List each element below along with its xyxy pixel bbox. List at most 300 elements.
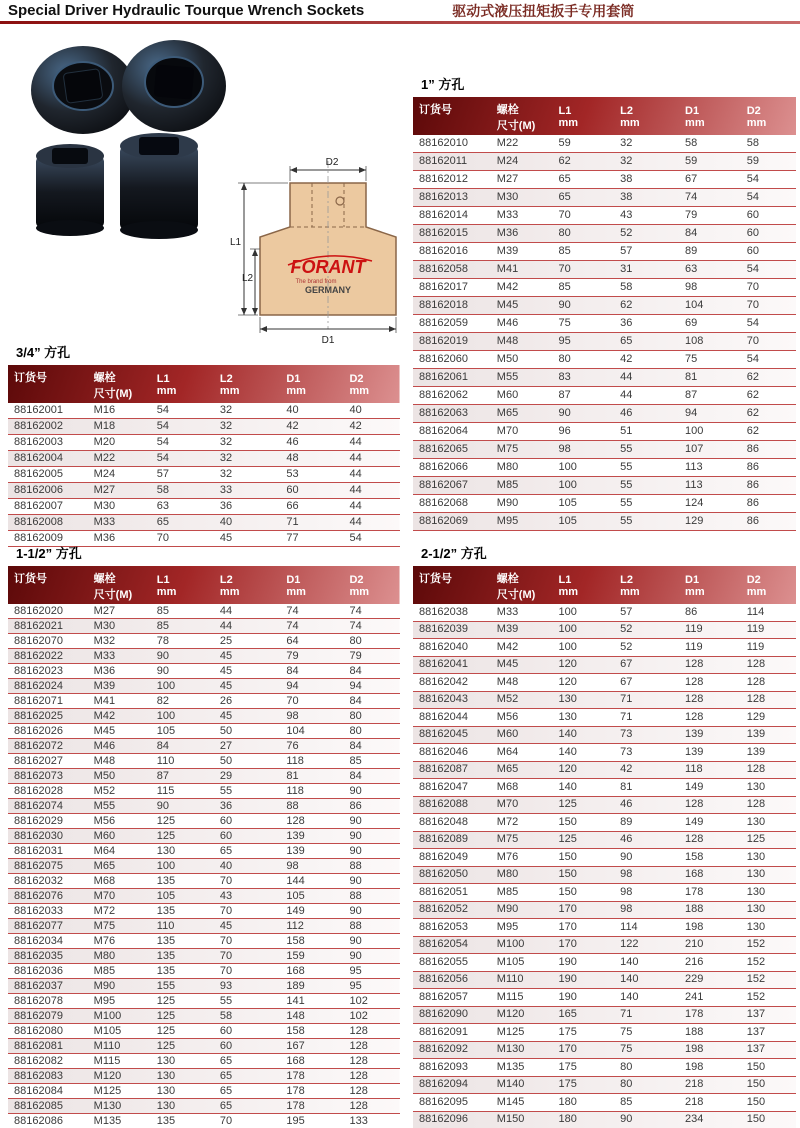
table-row	[413, 779, 796, 797]
table-cell: 114	[741, 604, 796, 621]
table-row	[8, 814, 400, 829]
table-cell: 60	[741, 225, 796, 243]
header-divider	[0, 21, 800, 24]
table-cell: 218	[679, 1076, 741, 1094]
table-cell: 95	[343, 979, 400, 994]
column-header: mm	[620, 117, 640, 129]
table-cell: 40	[280, 403, 343, 419]
table-cell: 88162080	[8, 1024, 88, 1039]
table-cell: 189	[280, 979, 343, 994]
column-header: 订货号	[419, 104, 452, 116]
table-cell: 80	[343, 709, 400, 724]
table-cell: 100	[151, 859, 214, 874]
table-cell: 54	[151, 403, 214, 419]
table-row	[413, 369, 796, 387]
table-cell: M48	[491, 674, 553, 692]
table-row	[413, 387, 796, 405]
table-cell: 159	[280, 949, 343, 964]
table-cell: 88162031	[8, 844, 88, 859]
table-cell: M22	[491, 135, 553, 153]
table-cell: 73	[614, 744, 679, 762]
table-cell: M45	[88, 724, 151, 739]
table-cell: 90	[343, 829, 400, 844]
table-row	[413, 135, 796, 153]
table-cell: 150	[552, 849, 614, 867]
table-cell: 90	[614, 1111, 679, 1128]
table-cell: M135	[491, 1059, 553, 1077]
table-cell: 88162057	[413, 989, 491, 1007]
spec-table-2-1-2-inch	[413, 566, 796, 1128]
table-cell: 100	[552, 639, 614, 657]
header-row	[8, 566, 400, 586]
table-cell: M140	[491, 1076, 553, 1094]
table-cell: 32	[214, 403, 280, 419]
table-cell: 216	[679, 954, 741, 972]
dim-label-l1: L1	[230, 237, 242, 248]
table-cell: M105	[491, 954, 553, 972]
table-cell: 128	[343, 1024, 400, 1039]
table-cell: 114	[614, 919, 679, 937]
column-header: 螺栓	[496, 573, 519, 585]
table-cell: 128	[280, 814, 343, 829]
table-cell: 128	[679, 831, 741, 849]
table-cell: M33	[88, 515, 151, 531]
table-cell: 88162043	[413, 691, 491, 709]
table-cell: 88162026	[8, 724, 88, 739]
table-cell: 65	[151, 515, 214, 531]
table-cell: 88162083	[8, 1069, 88, 1084]
header-row	[8, 586, 400, 604]
table-cell: M90	[88, 979, 151, 994]
table-row	[413, 495, 796, 513]
table-cell: 48	[280, 451, 343, 467]
column-header: mm	[685, 586, 705, 598]
table-cell: 105	[552, 513, 614, 531]
table-row	[413, 604, 796, 621]
table-cell: 88162064	[413, 423, 491, 441]
table-cell: 130	[741, 901, 796, 919]
table-row	[8, 994, 400, 1009]
table-cell: 63	[151, 499, 214, 515]
table-cell: 88162050	[413, 866, 491, 884]
column-header: mm	[746, 117, 767, 129]
table-cell: 43	[214, 889, 280, 904]
table-cell: 86	[679, 604, 741, 621]
table-cell: 88162084	[8, 1084, 88, 1099]
table-cell: 88162096	[413, 1111, 491, 1128]
table-body	[413, 135, 796, 531]
table-cell: 104	[280, 724, 343, 739]
table-cell: 88162049	[413, 849, 491, 867]
table-cell: 88162094	[413, 1076, 491, 1094]
table-cell: 120	[552, 761, 614, 779]
table-cell: 40	[214, 515, 280, 531]
table-row	[8, 934, 400, 949]
table-cell: 88162086	[8, 1114, 88, 1128]
table-cell: 139	[280, 829, 343, 844]
table-row	[413, 261, 796, 279]
table-cell: M85	[491, 477, 553, 495]
table-cell: 88162076	[8, 889, 88, 904]
table-cell: M45	[491, 656, 553, 674]
table-cell: 167	[280, 1039, 343, 1054]
table-cell: 88162024	[8, 679, 88, 694]
table-cell: 152	[741, 954, 796, 972]
table-cell: 36	[614, 315, 679, 333]
table-cell: 84	[343, 739, 400, 754]
table-cell: M48	[491, 333, 553, 351]
table-cell: 100	[552, 604, 614, 621]
table-row	[413, 315, 796, 333]
table-cell: 88162006	[8, 483, 88, 499]
table-cell: 53	[280, 467, 343, 483]
page-header	[0, 0, 800, 21]
table-cell: 88162069	[413, 513, 491, 531]
table-cell: 130	[741, 779, 796, 797]
table-cell: 100	[552, 621, 614, 639]
table-cell: 94	[343, 679, 400, 694]
table-cell: M30	[88, 499, 151, 515]
table-cell: 88162081	[8, 1039, 88, 1054]
table-cell: 158	[280, 1024, 343, 1039]
table-cell: 130	[741, 884, 796, 902]
table-cell: 74	[343, 619, 400, 634]
table-row	[413, 884, 796, 902]
table-cell: 128	[343, 1084, 400, 1099]
table-cell: 70	[741, 279, 796, 297]
table-cell: 180	[552, 1111, 614, 1128]
table-cell: 150	[552, 884, 614, 902]
table-cell: 40	[343, 403, 400, 419]
table-cell: 74	[679, 189, 741, 207]
table-cell: M42	[491, 639, 553, 657]
table-cell: M33	[491, 604, 553, 621]
table-cell: 59	[552, 135, 614, 153]
table-cell: 88162060	[413, 351, 491, 369]
table-row	[413, 621, 796, 639]
table-cell: 90	[343, 949, 400, 964]
table-cell: 149	[679, 779, 741, 797]
table-cell: 88162091	[413, 1024, 491, 1042]
table-cell: M48	[88, 754, 151, 769]
table-cell: 75	[614, 1041, 679, 1059]
table-cell: M18	[88, 419, 151, 435]
table-body	[8, 403, 400, 547]
table-cell: 90	[343, 934, 400, 949]
table-cell: 88162051	[413, 884, 491, 902]
table-header	[413, 566, 796, 604]
table-row	[8, 451, 400, 467]
table-cell: 88162056	[413, 971, 491, 989]
column-header: D1	[685, 105, 700, 117]
table-cell: 175	[552, 1076, 614, 1094]
table-cell: 125	[151, 829, 214, 844]
table-row	[8, 904, 400, 919]
table-cell: 128	[741, 656, 796, 674]
table-cell: 118	[280, 784, 343, 799]
table-cell: 137	[741, 1024, 796, 1042]
table-cell: 140	[552, 779, 614, 797]
table-cell: 59	[679, 153, 741, 171]
table-cell: M42	[88, 709, 151, 724]
table-row	[413, 744, 796, 762]
column-header: 螺栓	[496, 104, 519, 116]
table-cell: 63	[679, 261, 741, 279]
table-cell: 135	[151, 1114, 214, 1128]
table-row	[8, 889, 400, 904]
table-cell: 88162070	[8, 634, 88, 649]
table-cell: 125	[151, 1009, 214, 1024]
table-cell: 54	[151, 451, 214, 467]
table-cell: 150	[552, 866, 614, 884]
table-row	[8, 844, 400, 859]
table-cell: 38	[614, 171, 679, 189]
table-row	[413, 297, 796, 315]
table-cell: 113	[679, 477, 741, 495]
table-cell: 178	[280, 1084, 343, 1099]
column-header: mm	[286, 586, 306, 598]
table-row	[413, 477, 796, 495]
table-cell: 90	[343, 844, 400, 859]
table-cell: M20	[88, 435, 151, 451]
table-row	[8, 769, 400, 784]
table-cell: M76	[491, 849, 553, 867]
table-cell: 79	[343, 649, 400, 664]
table-cell: 140	[614, 989, 679, 1007]
table-cell: M95	[88, 994, 151, 1009]
table-row	[413, 849, 796, 867]
table-cell: 87	[679, 387, 741, 405]
table-cell: 65	[552, 171, 614, 189]
table-cell: M145	[491, 1094, 553, 1112]
table-cell: 45	[214, 709, 280, 724]
column-header: mm	[219, 385, 240, 397]
table-cell: M52	[491, 691, 553, 709]
table-cell: 170	[552, 919, 614, 937]
table-cell: 84	[679, 225, 741, 243]
table-cell: 128	[679, 656, 741, 674]
table-cell: 65	[214, 1069, 280, 1084]
table-cell: 158	[679, 849, 741, 867]
table-cell: M60	[88, 829, 151, 844]
column-header: L2	[219, 574, 233, 586]
table-cell: 88162058	[413, 261, 491, 279]
column-header: mm	[349, 385, 370, 397]
table-cell: 88	[280, 799, 343, 814]
table-cell: 128	[343, 1054, 400, 1069]
table-cell: M50	[491, 351, 553, 369]
table-cell: M115	[88, 1054, 151, 1069]
table-row	[8, 964, 400, 979]
table-row	[8, 467, 400, 483]
table-cell: 88162072	[8, 739, 88, 754]
table-cell: 95	[343, 964, 400, 979]
table-cell: 89	[614, 814, 679, 832]
table-cell: 88162044	[413, 709, 491, 727]
table-row	[8, 403, 400, 419]
table-cell: 52	[614, 225, 679, 243]
table-cell: 88162066	[413, 459, 491, 477]
column-header: 尺寸(M)	[496, 589, 536, 601]
table-cell: M120	[88, 1069, 151, 1084]
table-cell: 88162023	[8, 664, 88, 679]
table-cell: M39	[491, 621, 553, 639]
table-cell: 65	[214, 1054, 280, 1069]
table-cell: 88162009	[8, 531, 88, 547]
table-cell: 70	[214, 934, 280, 949]
table-row	[8, 874, 400, 889]
table-cell: 55	[614, 459, 679, 477]
table-cell: 98	[280, 709, 343, 724]
forant-logo: FORANT	[290, 257, 366, 277]
table-cell: 122	[614, 936, 679, 954]
table-cell: 139	[741, 726, 796, 744]
table-cell: 130	[151, 1099, 214, 1114]
table-cell: 71	[614, 691, 679, 709]
table-row	[8, 483, 400, 499]
table-cell: 168	[280, 964, 343, 979]
table-row	[413, 153, 796, 171]
table-cell: M150	[491, 1111, 553, 1128]
table-cell: 88162022	[8, 649, 88, 664]
table-cell: M27	[88, 604, 151, 619]
table-row	[8, 694, 400, 709]
table-cell: 88162029	[8, 814, 88, 829]
socket-cross-section	[228, 153, 414, 347]
table-cell: 55	[614, 441, 679, 459]
table-row	[8, 679, 400, 694]
table-cell: 88162004	[8, 451, 88, 467]
table-cell: 88162021	[8, 619, 88, 634]
table-cell: 88162015	[413, 225, 491, 243]
table-cell: 50	[214, 754, 280, 769]
header-row	[413, 566, 796, 586]
table-cell: 81	[614, 779, 679, 797]
column-header: mm	[558, 586, 579, 598]
table-cell: 190	[552, 989, 614, 1007]
column-header: L2	[620, 574, 633, 586]
table-cell: 88162016	[413, 243, 491, 261]
table-cell: 175	[552, 1059, 614, 1077]
table-cell: M80	[491, 459, 553, 477]
table-header	[8, 566, 400, 604]
table-cell: 54	[741, 351, 796, 369]
table-cell: 88162078	[8, 994, 88, 1009]
table-cell: M85	[491, 884, 553, 902]
table-cell: 85	[614, 1094, 679, 1112]
table-cell: 33	[214, 483, 280, 499]
table-cell: 102	[343, 1009, 400, 1024]
table-cell: 150	[552, 814, 614, 832]
table-cell: 152	[741, 971, 796, 989]
table-cell: 45	[214, 679, 280, 694]
table-cell: 90	[151, 799, 214, 814]
table-cell: 46	[614, 796, 679, 814]
table-cell: 57	[151, 467, 214, 483]
column-header: 尺寸(M)	[93, 388, 133, 400]
table-cell: M80	[88, 949, 151, 964]
table-cell: 120	[552, 674, 614, 692]
table-cell: 54	[741, 315, 796, 333]
table-body	[413, 604, 796, 1128]
table-cell: M115	[491, 989, 553, 1007]
table-row	[413, 459, 796, 477]
table-cell: 88162045	[413, 726, 491, 744]
table-cell: 178	[280, 1099, 343, 1114]
table-cell: M27	[88, 483, 151, 499]
table-cell: M110	[491, 971, 553, 989]
table-row	[413, 691, 796, 709]
table-cell: 60	[741, 243, 796, 261]
table-cell: M33	[88, 649, 151, 664]
table-cell: 58	[151, 483, 214, 499]
table-cell: 141	[280, 994, 343, 1009]
table-cell: M39	[88, 679, 151, 694]
table-cell: 60	[214, 1024, 280, 1039]
table-cell: M27	[491, 171, 553, 189]
table-cell: 88162071	[8, 694, 88, 709]
table-cell: 36	[214, 799, 280, 814]
table-cell: 42	[614, 351, 679, 369]
table-cell: M100	[491, 936, 553, 954]
table-cell: 65	[552, 189, 614, 207]
table-cell: 128	[741, 761, 796, 779]
table-cell: 139	[679, 726, 741, 744]
table-cell: 84	[343, 664, 400, 679]
table-cell: 84	[280, 664, 343, 679]
table-cell: 73	[614, 726, 679, 744]
table-cell: M64	[88, 844, 151, 859]
table-cell: 241	[679, 989, 741, 1007]
table-row	[413, 814, 796, 832]
table-cell: 88162001	[8, 403, 88, 419]
table-cell: 54	[151, 419, 214, 435]
column-header: 尺寸(M)	[93, 589, 133, 601]
table-cell: 144	[280, 874, 343, 889]
table-cell: 75	[552, 315, 614, 333]
header-row	[413, 586, 796, 604]
table-cell: 65	[214, 1084, 280, 1099]
dim-label-l2: L2	[242, 273, 254, 284]
table-cell: 133	[343, 1114, 400, 1128]
table-cell: M95	[491, 513, 553, 531]
table-row	[413, 726, 796, 744]
table-row	[413, 225, 796, 243]
header-row	[8, 385, 400, 403]
table-row	[413, 936, 796, 954]
table-cell: 190	[552, 954, 614, 972]
table-cell: 62	[614, 297, 679, 315]
table-cell: 105	[151, 889, 214, 904]
table-cell: 62	[552, 153, 614, 171]
table-cell: 62	[741, 369, 796, 387]
table-header	[8, 365, 400, 403]
table-cell: 88162007	[8, 499, 88, 515]
table-cell: 80	[343, 724, 400, 739]
table-cell: 102	[343, 994, 400, 1009]
table-cell: 88162048	[413, 814, 491, 832]
column-header: L1	[156, 373, 170, 385]
table-cell: 118	[280, 754, 343, 769]
table-cell: M105	[88, 1024, 151, 1039]
table-cell: 165	[552, 1006, 614, 1024]
table-cell: 60	[214, 829, 280, 844]
table-cell: M76	[88, 934, 151, 949]
column-header: 螺栓	[93, 573, 116, 585]
column-header: mm	[219, 586, 240, 598]
table-cell: M36	[88, 664, 151, 679]
table-row	[8, 1039, 400, 1054]
